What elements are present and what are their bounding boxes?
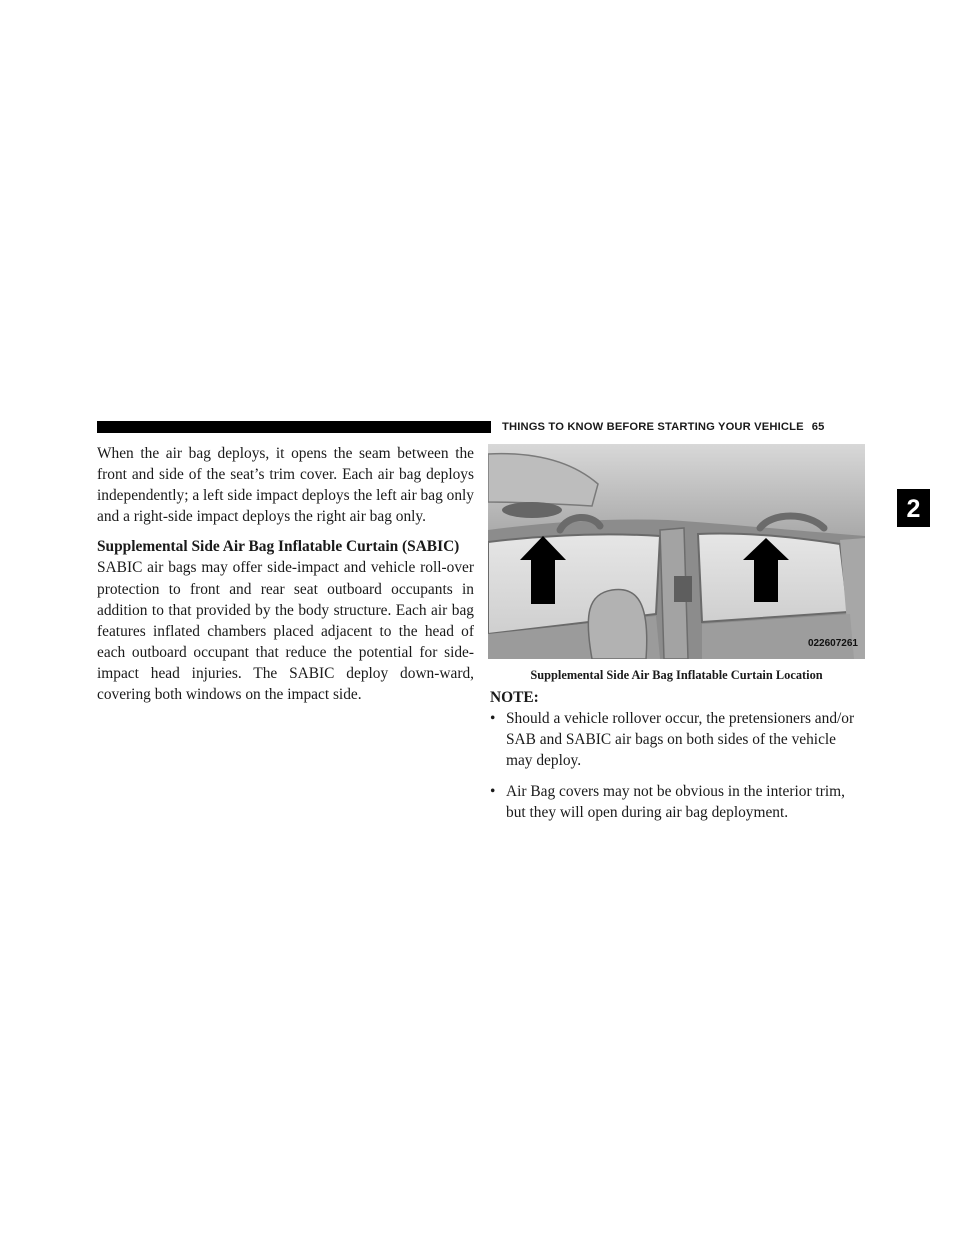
list-item-text: Air Bag covers may not be obvious in the interior trim, but they will open during air bag deployment. — [506, 783, 845, 822]
running-header — [502, 419, 864, 435]
header-rule — [97, 421, 491, 433]
figure-image-code: 022607261 — [807, 638, 858, 649]
left-column — [97, 443, 474, 705]
note-title: NOTE: — [490, 689, 539, 706]
figure-caption: Supplemental Side Air Bag Inflatable Curtain Location — [530, 668, 823, 682]
list-item-text: Should a vehicle rollover occur, the pretensioners and/or SAB and SABIC air bags on both sides of the vehicle may deploy. — [506, 710, 855, 770]
section-heading: Supplemental Side Air Bag Inflatable Curtain (SABIC) — [97, 538, 460, 556]
chapter-tab: 2 — [897, 489, 930, 527]
section-title: THINGS TO KNOW BEFORE STARTING YOUR VEHICLE — [502, 421, 804, 433]
note-list — [490, 708, 865, 833]
bullet-icon: • — [490, 783, 496, 801]
intro-paragraph: When the air bag deploys, it opens the seam between the front and side of the seat’s trim cover. Each air bag deploys independently; a left side impact deploys the left air bag only and a right-side impact deploys the right air bag only. — [97, 445, 474, 526]
list-item — [490, 781, 865, 823]
airbag-curtain-figure — [488, 444, 865, 659]
page-number: 65 — [811, 421, 825, 433]
vehicle-interior-illustration — [488, 444, 865, 659]
bullet-icon: • — [490, 710, 496, 727]
list-item — [490, 708, 865, 771]
body-paragraph: SABIC air bags may offer side-impact and vehicle roll-over protection to front and rear seat outboard occupants in addition to that provided by the body structure. Each air bag features inflated chambers placed adjacent to the head of each outboard occupant that reduce the potential for side-impact head injuries. The SABIC deploy down-ward, covering both windows on the impact side. — [97, 559, 474, 704]
